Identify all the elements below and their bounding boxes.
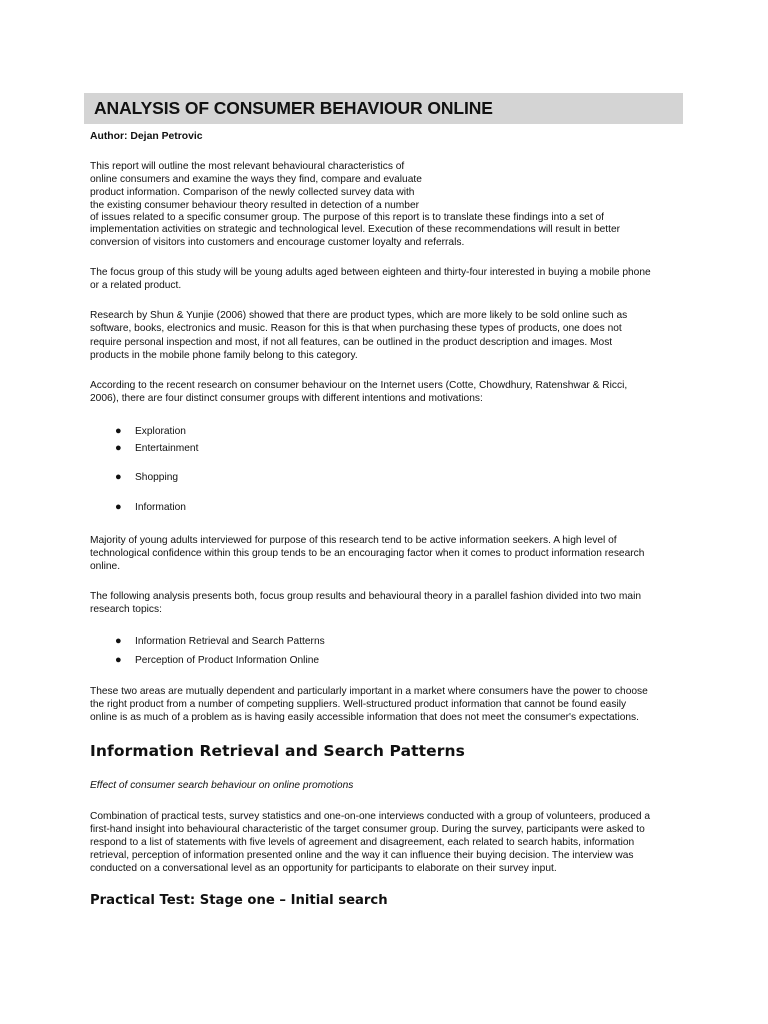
- title-banner: [84, 93, 683, 124]
- bullet-icon: ●: [115, 635, 122, 647]
- research-line: Research by Shun & Yunjie (2006) showed that there are product types, which are more likely to be sold online such as: [90, 310, 628, 321]
- focus-line: The focus group of this study will be young adults aged between eighteen and thirty-four interested in buying a mobile phone: [90, 267, 651, 278]
- intro-line: the existing consumer behaviour theory resulted in detection of a number: [90, 200, 420, 211]
- combination-line: respond to a list of statements with five levels of agreement and disagreement, each related to search habits, information: [90, 837, 635, 848]
- bullet-icon: ●: [115, 425, 122, 437]
- intro-line: implementation activities on strategic and technological level. Execution of these recommendations will result in better: [90, 224, 621, 235]
- list-item: [115, 425, 186, 439]
- intro-line: of issues related to a specific consumer group. The purpose of this report is to translate these findings into a set of: [90, 212, 604, 223]
- combination-line: retrieval, perception of information presented online and the way it can influence their buying decision. The interview was: [90, 850, 634, 861]
- areas-line: These two areas are mutually dependent and particularly important in a market where consumers have the power to choose: [90, 686, 648, 697]
- combination-line: first-hand insight into behavioural characteristic of the target consumer group. During the survey, participants were asked to: [90, 824, 645, 835]
- intro-line: product information. Comparison of the newly collected survey data with: [90, 187, 415, 198]
- section-heading: Information Retrieval and Search Patterns: [90, 742, 465, 760]
- bullet-icon: ●: [115, 654, 122, 666]
- intro-line: conversion of visitors into customers and encourage customer loyalty and referrals.: [90, 237, 465, 248]
- majority-line: online.: [90, 561, 121, 572]
- document-title: ANALYSIS OF CONSUMER BEHAVIOUR ONLINE: [94, 98, 493, 118]
- section-subtitle: Effect of consumer search behaviour on online promotions: [90, 780, 354, 791]
- majority-line: technological confidence within this group tends to be an encouraging factor when it comes to product information research: [90, 548, 645, 559]
- recent-line: According to the recent research on consumer behaviour on the Internet users (Cotte, Chowdhury, Ratenshwar & Ricci,: [90, 380, 628, 391]
- analysis-line: The following analysis presents both, focus group results and behavioural theory in a parallel fashion divided into two main: [90, 591, 642, 602]
- list-item: [115, 442, 198, 456]
- list-item: [115, 635, 325, 649]
- list-item-label: Information Retrieval and Search Patterns: [135, 636, 325, 647]
- list-item-label: Information: [135, 502, 186, 513]
- majority-line: Majority of young adults interviewed for purpose of this research tend to be active information seekers. A high level of: [90, 535, 617, 546]
- list-item-label: Exploration: [135, 426, 186, 437]
- list-item-label: Perception of Product Information Online: [135, 655, 320, 666]
- list-item: [115, 501, 186, 515]
- bullet-icon: ●: [115, 471, 122, 483]
- areas-line: the right product from a number of competing suppliers. Well-structured product information that cannot be found easily: [90, 699, 627, 710]
- author-line: Author: Dejan Petrovic: [90, 131, 203, 142]
- list-item: [115, 654, 319, 668]
- research-line: software, books, electronics and music. Reason for this is that when purchasing these types of products, one does not: [90, 323, 622, 334]
- subsection-heading: Practical Test: Stage one – Initial search: [90, 893, 388, 908]
- intro-line: online consumers and examine the ways they find, compare and evaluate: [90, 174, 422, 185]
- analysis-line: research topics:: [90, 604, 162, 615]
- bullet-icon: ●: [115, 501, 122, 513]
- bullet-icon: ●: [115, 442, 122, 454]
- recent-line: 2006), there are four distinct consumer groups with different intentions and motivations:: [90, 393, 483, 404]
- intro-line: This report will outline the most relevant behavioural characteristics of: [90, 161, 405, 172]
- list-item-label: Shopping: [135, 472, 179, 483]
- areas-line: online is as much of a problem as is having easily accessible information that does not meet the consumer's expectations.: [90, 712, 639, 723]
- combination-line: conducted on a conversational level as an opportunity for participants to elaborate on their survey input.: [90, 863, 557, 874]
- combination-line: Combination of practical tests, survey statistics and one-on-one interviews conducted with a group of volunteers, produced a: [90, 811, 651, 822]
- research-line: products in the mobile phone family belong to this category.: [90, 350, 358, 361]
- focus-line: or a related product.: [90, 280, 182, 291]
- research-line: require personal inspection and most, if not all features, can be outlined in the product description and images. Most: [90, 337, 613, 348]
- list-item-label: Entertainment: [135, 443, 199, 454]
- list-item: [115, 471, 178, 485]
